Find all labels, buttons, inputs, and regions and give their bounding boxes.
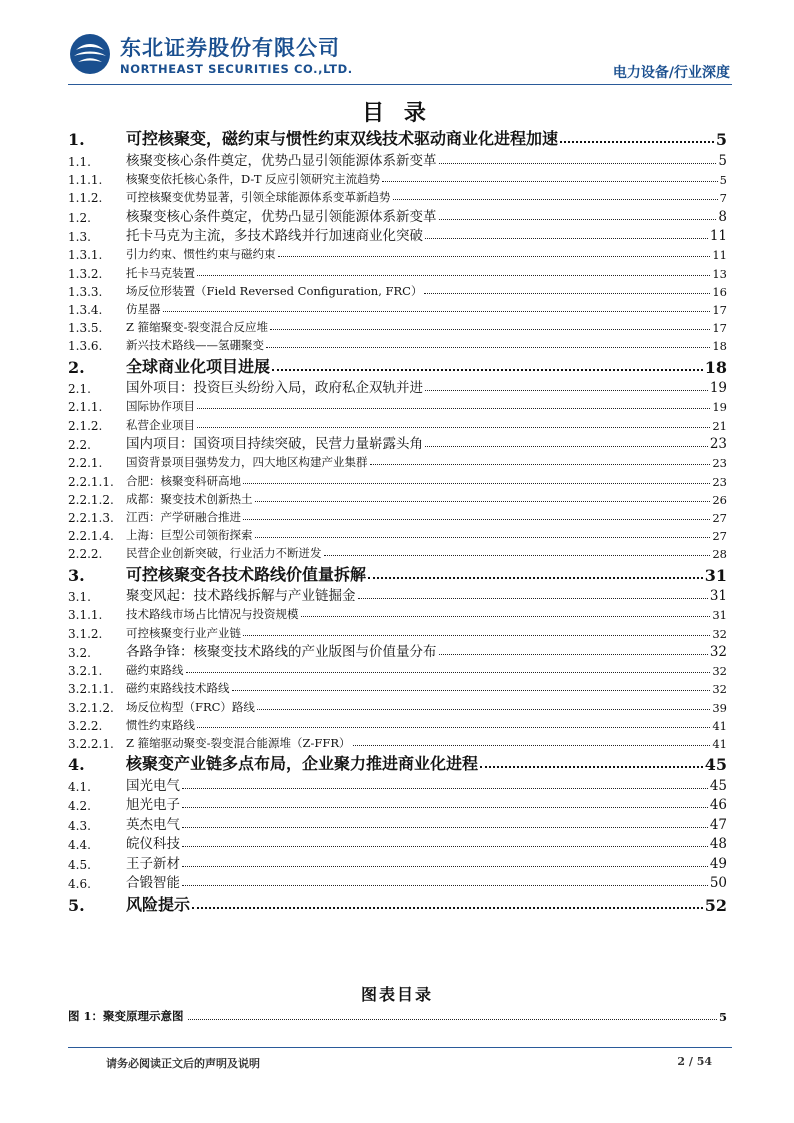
toc-entry-page: 23: [712, 474, 727, 489]
toc-entry-page: 19: [709, 380, 727, 397]
toc-entry-number: 1.1.: [68, 154, 91, 169]
toc-entry-title: 核聚变依托核心条件，D-T 反应引领研究主流趋势: [126, 172, 381, 187]
toc-entry-page: 32: [709, 644, 727, 661]
toc-entry-number: 1.: [68, 130, 85, 150]
toc-entry[interactable]: [68, 641, 727, 661]
toc-entry-title: 核聚变产业链多点布局，企业聚力推进商业化进程: [126, 754, 479, 774]
dot-leader: [182, 827, 708, 828]
dot-leader: [270, 329, 710, 330]
toc-entry-page: 46: [709, 797, 727, 814]
toc-entry-page: 49: [709, 855, 727, 872]
toc-entry-title: 核聚变核心条件奠定，优势凸显引领能源体系新变革: [126, 208, 437, 225]
toc-entry[interactable]: [68, 543, 727, 561]
toc-entry-page: 18: [712, 339, 727, 354]
toc-entry-title: 各路争锋：核聚变技术路线的产业版图与价值量分布: [126, 644, 437, 661]
toc-entry[interactable]: [68, 187, 727, 205]
toc-entry-page: 47: [709, 816, 727, 833]
toc-entry-title: Z 箍缩聚变-裂变混合反应堆: [126, 320, 269, 335]
dot-leader: [425, 238, 708, 239]
toc-entry-title: 场反位构型（FRC）路线: [126, 699, 255, 714]
toc-entry-number: 2.2.1.3.: [68, 510, 114, 525]
toc-entry-number: 3.2.1.1.: [68, 682, 114, 697]
toc-entry-title: 技术路线市场占比情况与投资规模: [126, 607, 299, 622]
toc-entry-page: 17: [712, 321, 727, 336]
dot-leader: [382, 181, 717, 182]
figure-entry-page: 5: [718, 1010, 727, 1024]
toc-entry-number: 3.2.2.: [68, 718, 103, 733]
toc-entry-page: 19: [712, 400, 727, 415]
toc-entry-number: 1.3.5.: [68, 321, 103, 336]
toc-entry[interactable]: [68, 299, 727, 317]
toc-entry-title: 私营企业项目: [126, 417, 195, 432]
toc-entry-page: 5: [715, 130, 727, 150]
toc-entry-number: 2.2.1.1.: [68, 474, 114, 489]
dot-leader: [197, 427, 710, 428]
toc-entry[interactable]: [68, 604, 727, 622]
toc-entry[interactable]: [68, 225, 727, 245]
toc-entry-number: 1.1.1.: [68, 173, 103, 188]
toc-entry[interactable]: [68, 585, 727, 605]
toc-entry-page: 23: [712, 456, 727, 471]
toc-entry-number: 1.3.6.: [68, 339, 103, 354]
brand-name-en: NORTHEAST SECURITIES CO.,LTD.: [120, 62, 353, 76]
toc-entry-title: 托卡马克为主流，多技术路线并行加速商业化突破: [126, 228, 423, 245]
dot-leader: [182, 885, 708, 886]
toc-entry-page: 41: [712, 736, 727, 751]
toc-entry-title: 国际协作项目: [126, 399, 195, 414]
dot-leader: [560, 141, 714, 143]
toc-entry-title: 国资背景项目强势发力，四大地区构建产业集群: [126, 455, 368, 470]
toc-entry-number: 4.1.: [68, 779, 91, 794]
toc-entry-number: 1.3.: [68, 230, 91, 245]
dot-leader: [163, 311, 711, 312]
toc-entry[interactable]: [68, 678, 727, 696]
toc-entry-number: 4.6.: [68, 877, 91, 892]
dot-leader: [243, 519, 710, 520]
toc-entry-title: 皖仪科技: [126, 836, 180, 853]
toc-entry-page: 32: [712, 664, 727, 679]
toc-heading: 目 录: [362, 100, 432, 126]
toc-entry-number: 4.: [68, 755, 85, 775]
toc-entry-title: 场反位形装置（Field Reversed Configuration, FRC）: [126, 283, 423, 298]
dot-leader: [197, 275, 710, 276]
toc-entry-title: 引力约束、惯性约束与磁约束: [126, 247, 276, 262]
page-number: 2 / 54: [677, 1055, 712, 1068]
dot-leader: [192, 907, 703, 909]
brand-name-cn: 东北证券股份有限公司: [120, 36, 340, 60]
toc-entry-number: 2.2.1.: [68, 456, 103, 471]
dot-leader: [232, 690, 711, 691]
toc-entry-page: 27: [712, 529, 727, 544]
dot-leader: [278, 256, 711, 257]
toc-entry[interactable]: [68, 733, 727, 751]
toc-entry-page: 21: [712, 418, 727, 433]
toc-entry[interactable]: [68, 507, 727, 525]
toc-entry-page: 45: [709, 777, 727, 794]
toc-entry-title: 磁约束路线: [126, 663, 184, 678]
toc-entry[interactable]: [68, 317, 727, 335]
toc-entry-number: 3.: [68, 565, 85, 585]
toc-entry-page: 17: [712, 303, 727, 318]
toc-entry-page: 52: [704, 895, 727, 915]
dot-leader: [425, 446, 708, 447]
dot-leader: [186, 672, 711, 673]
toc-entry[interactable]: [68, 489, 727, 507]
toc-entry[interactable]: [68, 774, 727, 794]
toc-entry-number: 2.2.2.: [68, 547, 103, 562]
toc-entry[interactable]: [68, 335, 727, 353]
dot-leader: [182, 807, 708, 808]
toc-entry[interactable]: [68, 696, 727, 714]
toc-entry-number: 1.3.2.: [68, 266, 103, 281]
toc-entry-title: 新兴技术路线——氢硼聚变: [126, 338, 264, 353]
toc-entry-number: 1.3.4.: [68, 303, 103, 318]
toc-entry[interactable]: [68, 525, 727, 543]
toc-entry-number: 3.1.: [68, 590, 91, 605]
toc-entry-title: 可控核聚变优势显著，引领全球能源体系变革新趋势: [126, 190, 391, 205]
report-category: 电力设备/行业深度: [612, 65, 730, 81]
toc-entry-page: 32: [712, 682, 727, 697]
dot-leader: [272, 369, 703, 371]
toc-entry[interactable]: [68, 377, 727, 397]
toc-entry-number: 2.1.2.: [68, 418, 103, 433]
toc-entry-page: 32: [712, 626, 727, 641]
page-header: [68, 30, 732, 82]
header-divider: [68, 84, 732, 85]
toc-entry[interactable]: [68, 244, 727, 262]
toc-entry[interactable]: [68, 470, 727, 488]
toc-entry-title: 仿星器: [126, 302, 161, 317]
table-of-contents: [68, 126, 727, 915]
dot-leader: [182, 846, 708, 847]
toc-entry-number: 3.1.1.: [68, 608, 103, 623]
toc-entry-page: 27: [712, 510, 727, 525]
toc-entry-title: 全球商业化项目进展: [126, 356, 271, 376]
toc-entry[interactable]: [68, 794, 727, 814]
toc-entry-page: 13: [712, 266, 727, 281]
toc-entry-page: 28: [712, 547, 727, 562]
dot-leader: [182, 788, 708, 789]
toc-entry-number: 2.1.: [68, 382, 91, 397]
toc-entry-title: 可控核聚变行业产业链: [126, 625, 241, 640]
toc-entry-title: 合肥：核聚变科研高地: [126, 473, 241, 488]
dot-leader: [425, 390, 708, 391]
toc-entry-title: 成都：聚变技术创新热土: [126, 491, 253, 506]
dot-leader: [188, 1019, 717, 1020]
dot-leader: [243, 635, 710, 636]
dot-leader: [393, 199, 718, 200]
toc-entry-number: 2.1.1.: [68, 400, 103, 415]
toc-entry-title: 风险提示: [126, 894, 191, 914]
toc-entry[interactable]: [68, 660, 727, 678]
dot-leader: [353, 745, 711, 746]
toc-entry-page: 5: [718, 152, 727, 169]
toc-entry-title: 国内项目：国资项目持续突破，民营力量崭露头角: [126, 436, 423, 453]
dot-leader: [255, 501, 711, 502]
toc-entry[interactable]: [68, 281, 727, 299]
toc-entry-title: 磁约束路线技术路线: [126, 681, 230, 696]
toc-entry[interactable]: [68, 452, 727, 470]
toc-entry-number: 2.2.: [68, 438, 91, 453]
dot-leader: [257, 709, 710, 710]
toc-entry-title: 惯性约束路线: [126, 717, 195, 732]
toc-entry-page: 31: [704, 565, 727, 585]
dot-leader: [243, 483, 710, 484]
toc-entry-page: 31: [712, 608, 727, 623]
toc-entry-number: 3.2.2.1.: [68, 736, 114, 751]
toc-entry-title: 江西：产学研融合推进: [126, 509, 241, 524]
toc-entry-page: 5: [719, 173, 727, 188]
toc-entry-title: 上海：巨型公司领衔探索: [126, 528, 253, 543]
footer-disclaimer: 请务必阅读正文后的声明及说明: [106, 1057, 260, 1070]
toc-entry[interactable]: [68, 872, 727, 892]
dot-leader: [424, 293, 710, 294]
dot-leader: [439, 219, 717, 220]
toc-entry-page: 39: [712, 700, 727, 715]
dot-leader: [439, 654, 708, 655]
dot-leader: [197, 727, 710, 728]
toc-entry-title: 旭光电子: [126, 797, 180, 814]
toc-entry[interactable]: [68, 262, 727, 280]
dot-leader: [368, 577, 703, 579]
dot-leader: [358, 598, 708, 599]
toc-entry-page: 45: [704, 755, 727, 775]
toc-entry-number: 3.1.2.: [68, 626, 103, 641]
toc-entry-page: 23: [709, 436, 727, 453]
toc-entry[interactable]: [68, 852, 727, 872]
toc-entry[interactable]: [68, 396, 727, 414]
toc-entry-page: 11: [712, 248, 727, 263]
toc-entry-page: 16: [712, 284, 727, 299]
toc-entry[interactable]: [68, 561, 727, 584]
toc-entry[interactable]: [68, 622, 727, 640]
toc-entry-title: 聚变风起：技术路线拆解与产业链掘金: [126, 588, 356, 605]
toc-entry-title: 民营企业创新突破，行业活力不断迸发: [126, 546, 322, 561]
toc-entry-number: 4.3.: [68, 818, 91, 833]
dot-leader: [439, 163, 717, 164]
toc-entry[interactable]: [68, 813, 727, 833]
dot-leader: [301, 616, 711, 617]
toc-entry[interactable]: [68, 169, 727, 187]
company-logo-icon: [68, 32, 112, 76]
toc-entry-number: 1.1.2.: [68, 191, 103, 206]
toc-entry-page: 7: [719, 191, 727, 206]
figure-entry-label: 图 1：聚变原理示意图: [68, 1009, 184, 1023]
toc-entry[interactable]: [68, 891, 727, 914]
toc-entry-title: 可控核聚变，磁约束与惯性约束双线技术驱动商业化进程加速: [126, 129, 559, 149]
toc-entry-page: 41: [712, 718, 727, 733]
dot-leader: [480, 766, 703, 768]
toc-entry-title: 王子新材: [126, 855, 180, 872]
toc-entry-title: 英杰电气: [126, 816, 180, 833]
toc-entry-page: 31: [709, 588, 727, 605]
toc-entry-number: 4.4.: [68, 838, 91, 853]
toc-entry[interactable]: [68, 433, 727, 453]
toc-entry-number: 5.: [68, 895, 85, 915]
toc-entry-number: 4.5.: [68, 857, 91, 872]
toc-entry-number: 2.2.1.4.: [68, 529, 114, 544]
dot-leader: [324, 555, 711, 556]
toc-entry[interactable]: [68, 126, 727, 149]
toc-entry-page: 26: [712, 492, 727, 507]
toc-entry-page: 50: [709, 875, 727, 892]
toc-entry[interactable]: [68, 833, 727, 853]
toc-entry[interactable]: [68, 353, 727, 376]
toc-entry[interactable]: [68, 149, 727, 169]
dot-leader: [370, 464, 711, 465]
toc-entry-number: 1.3.1.: [68, 248, 103, 263]
dot-leader: [255, 537, 711, 538]
toc-entry[interactable]: [68, 715, 727, 733]
figure-entry[interactable]: [68, 1008, 727, 1024]
toc-entry-number: 2.2.1.2.: [68, 492, 114, 507]
toc-entry-page: 11: [709, 228, 727, 245]
toc-entry-title: 核聚变核心条件奠定，优势凸显引领能源体系新变革: [126, 152, 437, 169]
toc-entry-number: 3.2.1.2.: [68, 700, 114, 715]
toc-entry-title: 可控核聚变各技术路线价值量拆解: [126, 564, 367, 584]
toc-entry-page: 8: [718, 208, 727, 225]
toc-entry-number: 1.2.: [68, 210, 91, 225]
toc-entry-title: 国光电气: [126, 777, 180, 794]
dot-leader: [266, 347, 710, 348]
footer-divider: [68, 1047, 732, 1048]
dot-leader: [197, 408, 710, 409]
toc-entry-number: 3.2.1.: [68, 664, 103, 679]
toc-entry-page: 48: [709, 836, 727, 853]
toc-entry-number: 4.2.: [68, 799, 91, 814]
figures-heading: 图表目录: [360, 985, 433, 1004]
toc-entry-title: 托卡马克装置: [126, 265, 195, 280]
toc-entry[interactable]: [68, 205, 727, 225]
toc-entry-number: 2.: [68, 357, 85, 377]
toc-entry-number: 3.2.: [68, 646, 91, 661]
toc-entry[interactable]: [68, 751, 727, 774]
toc-entry-title: 合锻智能: [126, 875, 180, 892]
toc-entry[interactable]: [68, 414, 727, 432]
toc-entry-page: 18: [704, 357, 727, 377]
toc-entry-title: Z 箍缩驱动聚变-裂变混合能源堆（Z-FFR）: [126, 735, 351, 750]
dot-leader: [182, 866, 708, 867]
toc-entry-number: 1.3.3.: [68, 284, 103, 299]
toc-entry-title: 国外项目：投资巨头纷纷入局，政府私企双轨并进: [126, 380, 423, 397]
